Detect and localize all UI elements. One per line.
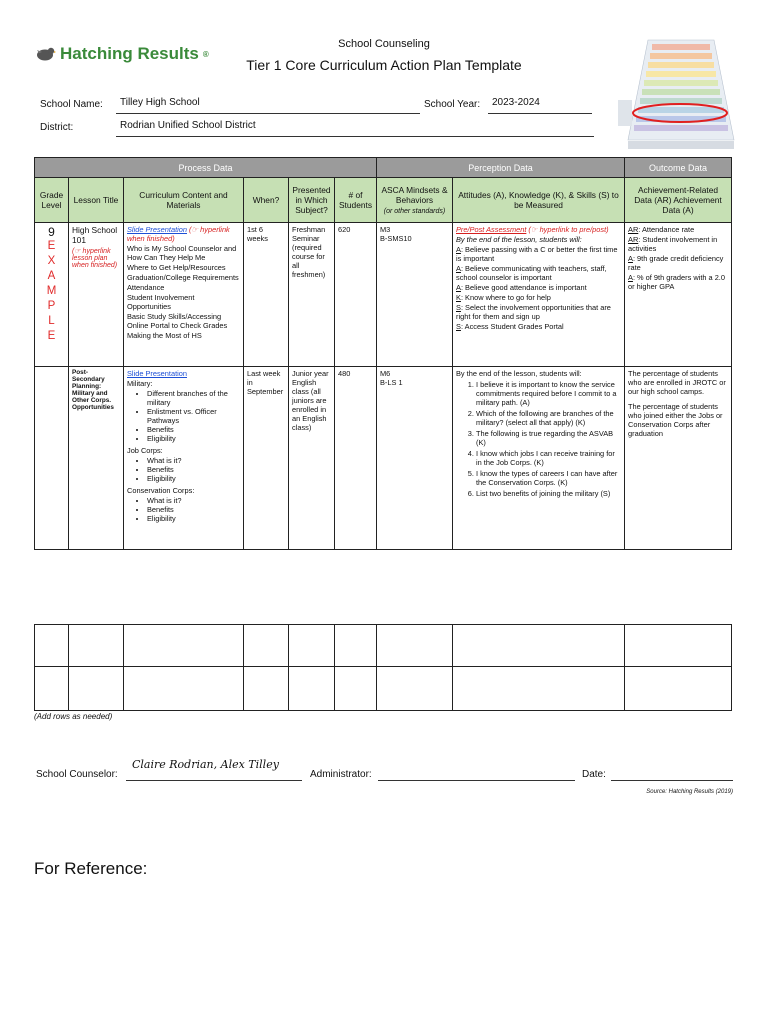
outcome-text: : Student involvement in activities bbox=[628, 235, 718, 253]
example-letter: P bbox=[47, 300, 56, 312]
example-assessment-link[interactable]: Pre/Post Assessment bbox=[456, 225, 527, 234]
outcome-tag: A bbox=[628, 273, 633, 282]
military-item: • Different branches of the military bbox=[147, 389, 240, 407]
row2-military-label: Military: bbox=[127, 379, 153, 388]
content-item: Attendance bbox=[127, 283, 165, 292]
process-data-header: Process Data bbox=[35, 158, 377, 178]
reference-heading: For Reference: bbox=[34, 859, 148, 878]
counselor-signature-field[interactable] bbox=[126, 758, 302, 781]
col-lesson-title: Lesson Title bbox=[69, 178, 124, 223]
school-name-field[interactable]: Tilley High School bbox=[116, 97, 420, 114]
aks-item bbox=[456, 322, 621, 331]
example-letter: L bbox=[48, 315, 55, 327]
row2-grade-cell bbox=[35, 367, 69, 550]
district-label: District: bbox=[40, 122, 74, 133]
example-slide-link[interactable]: Slide Presentation bbox=[127, 225, 187, 234]
aks-item bbox=[456, 283, 621, 292]
example-aks-cell bbox=[453, 223, 625, 367]
military-item: • Enlistment vs. Officer Pathways bbox=[147, 407, 240, 425]
content-item: Graduation/College Requirements bbox=[127, 273, 239, 282]
military-item: • Benefits bbox=[147, 425, 240, 434]
row2-aks-list bbox=[466, 380, 621, 498]
blank-rows-table bbox=[34, 624, 732, 711]
example-grade: 9 bbox=[48, 225, 55, 239]
blank-cell[interactable] bbox=[289, 667, 335, 711]
row2-asca-cell bbox=[377, 367, 453, 550]
conservation-item: • Benefits bbox=[147, 505, 240, 514]
example-letter: X bbox=[47, 255, 56, 267]
aks-text: : Access Student Grades Portal bbox=[460, 322, 564, 331]
row2-conservation-list bbox=[139, 496, 240, 523]
example-students: 620 bbox=[335, 223, 377, 367]
date-label: Date: bbox=[582, 769, 606, 780]
aks-item: 5. I know the types of careers I can have after the Conservation Corps. (K) bbox=[476, 469, 621, 487]
blank-cell[interactable] bbox=[244, 667, 289, 711]
conservation-item: • What is it? bbox=[147, 496, 240, 505]
row2-aks-intro: By the end of the lesson, students will: bbox=[456, 369, 582, 378]
outcome-text: : % of 9th graders with a 2.0 or higher GPA bbox=[628, 273, 725, 291]
col-outcome-data: Achievement-Related Data (AR) Achievement Data (A) bbox=[625, 178, 732, 223]
example-when: 1st 6 weeks bbox=[244, 223, 289, 367]
row2-content-cell bbox=[124, 367, 244, 550]
school-year-label: School Year: bbox=[424, 99, 481, 110]
row2-asca-2: B-LS 1 bbox=[380, 378, 403, 387]
add-rows-note: (Add rows as needed) bbox=[34, 712, 113, 721]
jobcorps-item: • Eligibility bbox=[147, 474, 240, 483]
aks-text: : Believe communicating with teachers, staff, school counselor is important bbox=[456, 264, 607, 282]
example-asca-2: B-SMS10 bbox=[380, 234, 412, 243]
example-letter: E bbox=[47, 240, 56, 252]
example-aks-list bbox=[456, 245, 621, 331]
example-lesson-cell bbox=[69, 223, 124, 367]
page-title: Tier 1 Core Curriculum Action Plan Template bbox=[246, 57, 522, 73]
row2-jobcorps-list bbox=[139, 456, 240, 483]
aks-text: : Believe passing with a C or better the first time is important bbox=[456, 245, 618, 263]
aks-text: : Know where to go for help bbox=[460, 293, 551, 302]
date-field[interactable] bbox=[611, 764, 733, 781]
blank-cell[interactable] bbox=[625, 667, 732, 711]
example-lesson-note: (☞ hyperlink lesson plan when finished) bbox=[72, 248, 118, 269]
example-presented: Freshman Seminar (required course for all freshmen) bbox=[289, 223, 335, 367]
row2-presented: Junior year English class (all juniors are enrolled in an English class) bbox=[289, 367, 335, 550]
row2-slide-link[interactable]: Slide Presentation bbox=[127, 369, 187, 378]
blank-cell[interactable] bbox=[69, 625, 124, 667]
aks-item bbox=[456, 303, 621, 321]
counselor-signature: Claire Rodrian, Alex Tilley bbox=[132, 758, 279, 771]
blank-cell[interactable] bbox=[625, 625, 732, 667]
aks-tag: A bbox=[456, 283, 461, 292]
blank-cell[interactable] bbox=[377, 667, 453, 711]
example-letter: A bbox=[47, 270, 56, 282]
jobcorps-item: • Benefits bbox=[147, 465, 240, 474]
row2-students: 480 bbox=[335, 367, 377, 550]
blank-cell[interactable] bbox=[335, 667, 377, 711]
example-letter: E bbox=[47, 330, 56, 342]
blank-row bbox=[35, 625, 732, 667]
blank-cell[interactable] bbox=[124, 625, 244, 667]
aks-item: 6. List two benefits of joining the military (S) bbox=[476, 489, 621, 498]
military-item: • Eligibility bbox=[147, 434, 240, 443]
aks-item: 4. I know which jobs I can receive training for in the Job Corps. (K) bbox=[476, 449, 621, 467]
row2-when: Last week in September bbox=[244, 367, 289, 550]
school-year-field[interactable]: 2023-2024 bbox=[488, 97, 592, 114]
outcome-item bbox=[628, 254, 728, 272]
example-grade-cell bbox=[35, 223, 69, 367]
example-lesson-title: High School 101 bbox=[72, 225, 118, 245]
example-outcome-list bbox=[628, 225, 728, 291]
blank-cell[interactable] bbox=[453, 625, 625, 667]
blank-cell[interactable] bbox=[35, 625, 69, 667]
example-slide-link-note: (☞ hyperlink when finished) bbox=[127, 225, 230, 243]
row2-military-list bbox=[139, 389, 240, 443]
framework-thumbnail bbox=[618, 36, 744, 152]
outcome-item bbox=[628, 273, 728, 291]
row2-outcome-list bbox=[628, 369, 728, 438]
row2-lesson-title: Post-Secondary Planning: Military and Other Corps. Opportunities bbox=[69, 367, 124, 550]
col-asca-note: (or other standards) bbox=[383, 208, 446, 215]
content-item: Student Involvement Opportunities bbox=[127, 293, 195, 311]
blank-cell[interactable] bbox=[289, 625, 335, 667]
row2-conservation-label: Conservation Corps: bbox=[127, 486, 195, 495]
col-presented-subject: Presented in Which Subject? bbox=[289, 178, 335, 223]
administrator-label: Administrator: bbox=[310, 769, 372, 780]
aks-item: 1. I believe it is important to know the service commitments required before I commit to a military path. (A) bbox=[476, 380, 621, 407]
example-asca-1: M3 bbox=[380, 225, 391, 234]
table-row-post-secondary bbox=[35, 367, 732, 550]
counselor-label: School Counselor: bbox=[36, 769, 118, 780]
blank-cell[interactable] bbox=[335, 625, 377, 667]
example-aks-intro: By the end of the lesson, students will: bbox=[456, 235, 582, 244]
outcome-paragraph: The percentage of students who joined either the Jobs or Conservation Corps after graduation bbox=[628, 402, 723, 438]
action-plan-table bbox=[34, 157, 732, 550]
col-when: When? bbox=[244, 178, 289, 223]
school-name-label: School Name: bbox=[40, 99, 103, 110]
content-item: Basic Study Skills/Accessing Online Portal to Check Grades bbox=[127, 312, 228, 330]
aks-text: : Select the involvement opportunities that are right for them and sign up bbox=[456, 303, 611, 321]
aks-item bbox=[456, 264, 621, 282]
content-item: Who is My School Counselor and How Can They Help Me bbox=[127, 244, 237, 262]
aks-item: 3. The following is true regarding the ASVAB (K) bbox=[476, 429, 621, 447]
header-subtitle: School Counseling bbox=[338, 38, 430, 50]
col-curriculum-content: Curriculum Content and Materials bbox=[124, 178, 244, 223]
aks-text: : Believe good attendance is important bbox=[460, 283, 587, 292]
aks-tag: S bbox=[456, 303, 461, 312]
outcome-item bbox=[628, 235, 728, 253]
blank-cell[interactable] bbox=[69, 667, 124, 711]
row2-aks-cell bbox=[453, 367, 625, 550]
aks-item bbox=[456, 245, 621, 263]
content-item: Where to Get Help/Resources bbox=[127, 263, 226, 272]
aks-tag: A bbox=[456, 245, 461, 254]
outcome-text: : Attendance rate bbox=[638, 225, 695, 234]
blank-cell[interactable] bbox=[124, 667, 244, 711]
blank-row bbox=[35, 667, 732, 711]
blank-cell[interactable] bbox=[244, 625, 289, 667]
logo-mark: ® bbox=[202, 49, 209, 59]
outcome-paragraph: The percentage of students who are enrolled in JROTC or our high school camps. bbox=[628, 369, 726, 396]
aks-tag: K bbox=[456, 293, 461, 302]
example-asca-cell bbox=[377, 223, 453, 367]
example-label bbox=[38, 239, 65, 344]
outcome-tag: AR bbox=[628, 225, 639, 234]
aks-tag: A bbox=[456, 264, 461, 273]
outcome-tag: A bbox=[628, 254, 633, 263]
district-field[interactable]: Rodrian Unified School District bbox=[116, 120, 594, 137]
outcome-tag: AR bbox=[628, 235, 639, 244]
aks-tag: S bbox=[456, 322, 461, 331]
source-note: Source: Hatching Results (2019) bbox=[646, 789, 733, 795]
row2-asca-1: M6 bbox=[380, 369, 391, 378]
administrator-signature-field[interactable] bbox=[378, 764, 575, 781]
content-item: Making the Most of HS bbox=[127, 331, 202, 340]
outcome-item bbox=[628, 225, 728, 234]
aks-item bbox=[456, 293, 621, 302]
col-attitudes-knowledge-skills: Attitudes (A), Knowledge (K), & Skills (S) to be Measured bbox=[453, 178, 625, 223]
logo-text: Hatching Results bbox=[60, 44, 199, 63]
row2-outcome-cell bbox=[625, 367, 732, 550]
jobcorps-item: • What is it? bbox=[147, 456, 240, 465]
outcome-text: : 9th grade credit deficiency rate bbox=[628, 254, 724, 272]
col-grade-level: Grade Level bbox=[35, 178, 69, 223]
col-asca-label: ASCA Mindsets & Behaviors bbox=[381, 185, 448, 205]
blank-cell[interactable] bbox=[35, 667, 69, 711]
table-row-example bbox=[35, 223, 732, 367]
example-outcome-cell bbox=[625, 223, 732, 367]
col-asca-mindsets bbox=[377, 178, 453, 223]
blank-cell[interactable] bbox=[377, 625, 453, 667]
aks-item: 2. Which of the following are branches of the military? (select all that apply) (K) bbox=[476, 409, 621, 427]
example-letter: M bbox=[46, 285, 57, 297]
perception-data-header: Perception Data bbox=[377, 158, 625, 178]
example-content-list bbox=[127, 244, 240, 340]
row2-jobcorps-label: Job Corps: bbox=[127, 446, 163, 455]
example-content-cell bbox=[124, 223, 244, 367]
col-num-students: # of Students bbox=[335, 178, 377, 223]
conservation-item: • Eligibility bbox=[147, 514, 240, 523]
example-assessment-link-note: (☞ hyperlink to pre/post) bbox=[526, 225, 609, 234]
outcome-data-header: Outcome Data bbox=[625, 158, 732, 178]
blank-cell[interactable] bbox=[453, 667, 625, 711]
